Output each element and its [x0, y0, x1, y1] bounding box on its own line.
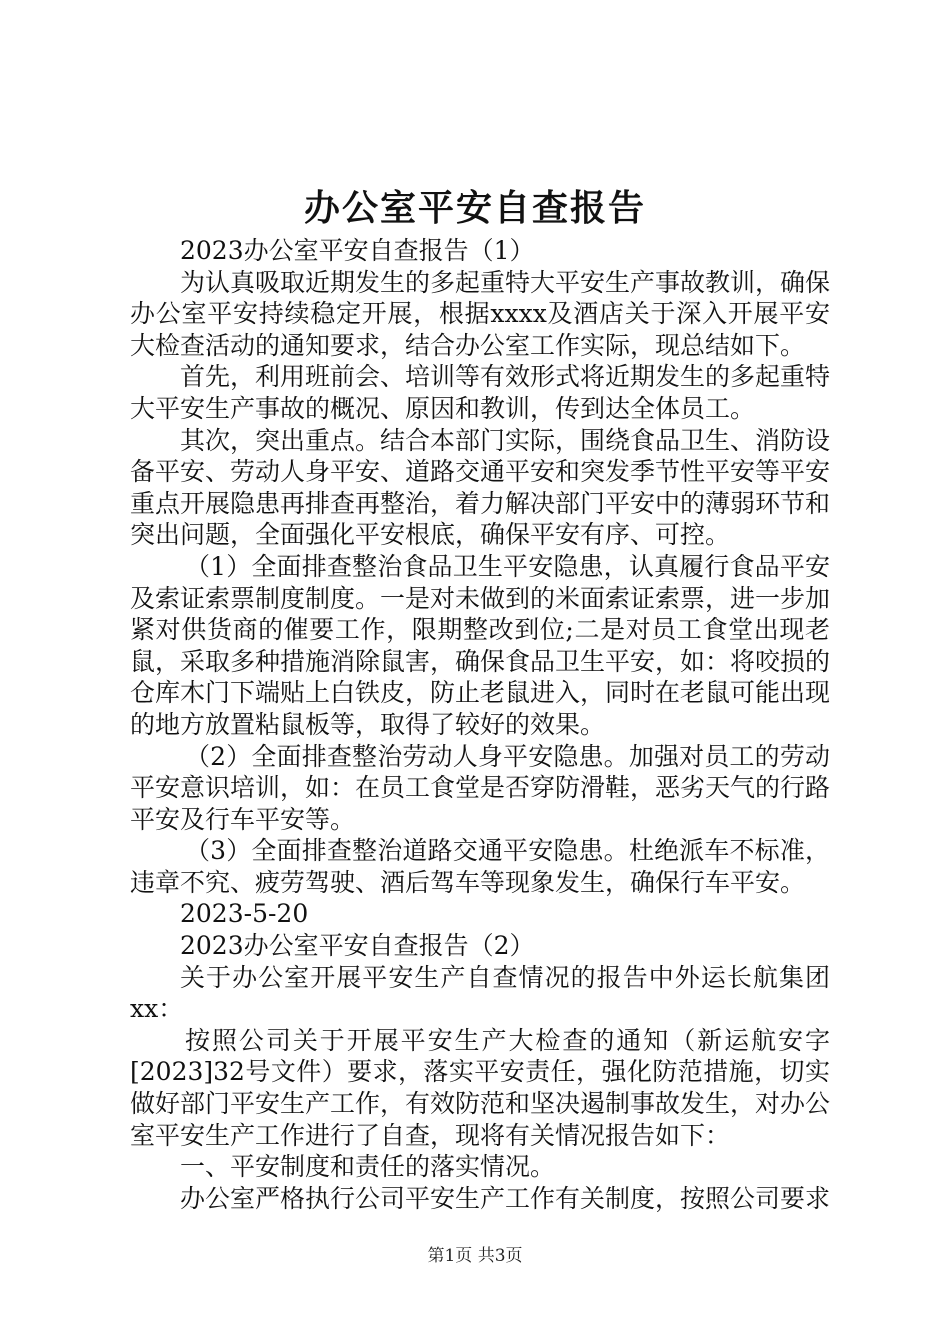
report-1-intro: 为认真吸取近期发生的多起重特大平安生产事故教训，确保办公室平安持续稳定开展，根据xxxx及酒店关于深入开展平安大检查活动的通知要求，结合办公室工作实际，现总结如下。 [130, 267, 831, 360]
report-1-item-3: （3）全面排查整治道路交通平安隐患。杜绝派车不标准，违章不究、疲劳驾驶、酒后驾车等现象发生，确保行车平安。 [130, 836, 830, 897]
document-title: 办公室平安自查报告 [303, 187, 646, 229]
report-1-first: 首先，利用班前会、培训等有效形式将近期发生的多起重特大平安生产事故的概况、原因和教训，传到达全体员工。 [130, 362, 831, 423]
document-body [130, 235, 830, 1214]
report-2-addressee: 关于办公室开展平安生产自查情况的报告中外运长航集团xx： [130, 962, 830, 1024]
report-2-heading: 2023办公室平安自查报告（2） [180, 931, 535, 961]
report-1-item-1: （1）全面排查整治食品卫生平安隐患，认真履行食品平安及索证索票制度制度。一是对未做到的米面索证索票，进一步加紧对供货商的催要工作，限期整改到位;二是对员工食堂出现老鼠，采取多种措施消除鼠害，确保食品卫生平安，如：将咬损的仓库木门下端贴上白铁皮，防止老鼠进入，同时在老鼠可能出现的地方放置粘鼠板等，取得了较好的效果。 [130, 551, 831, 739]
report-2-section-1: 一、平安制度和责任的落实情况。 [180, 1152, 556, 1182]
report-2-intro: 按照公司关于开展平安生产大检查的通知（新运航安字[2023]32号文件）要求，落实平安责任，强化防范措施，切实做好部门平安生产工作，有效防范和坚决遏制事故发生，对办公室平安生产工作进行了自查，现将有关情况报告如下： [130, 1025, 831, 1150]
report-1-date: 2023-5-20 [180, 899, 309, 929]
report-1-heading: 2023办公室平安自查报告（1） [180, 236, 535, 265]
page-number-footer: 第1页 共3页 [427, 1246, 523, 1266]
report-2-section-1-text: 办公室严格执行公司平安生产工作有关制度，按照公司要求 [180, 1183, 831, 1213]
report-1-second: 其次，突出重点。结合本部门实际，围绕食品卫生、消防设备平安、劳动人身平安、道路交通平安和突发季节性平安等平安重点开展隐患再排查再整治，着力解决部门平安中的薄弱环节和突出问题，全面强化平安根底，确保平安有序、可控。 [130, 425, 831, 550]
report-1-item-2: （2）全面排查整治劳动人身平安隐患。加强对员工的劳动平安意识培训，如：在员工食堂是否穿防滑鞋，恶劣天气的行路平安及行车平安等。 [130, 741, 831, 834]
